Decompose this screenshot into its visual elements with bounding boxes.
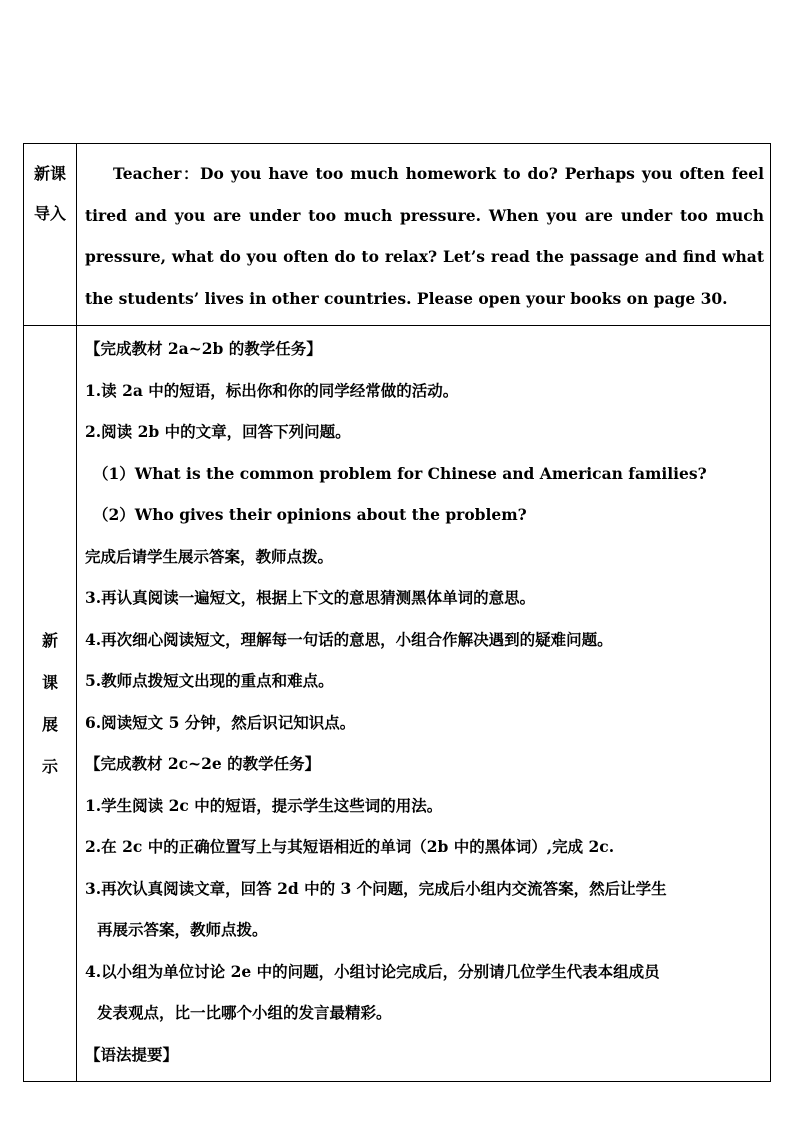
task-item: 6.阅读短文 5 分钟，然后识记知识点。 — [85, 712, 356, 732]
lesson-plan-table — [23, 143, 771, 1082]
task-item: 4.再次细心阅读短文，理解每一句话的意思，小组合作解决遇到的疑难问题。 — [85, 629, 613, 649]
label-line: 新课 — [33, 164, 66, 183]
label-line: 课 — [41, 672, 58, 692]
task-item: 3.再次认真阅读文章，回答 2d 中的 3 个问题，完成后小组内交流答案，然后让学生 — [85, 878, 667, 898]
task-item: 3.再认真阅读一遍短文，根据上下文的意思猜测黑体单词的意思。 — [85, 588, 536, 607]
task-item: 1.读 2a 中的短语，标出你和你的同学经常做的活动。 — [85, 380, 459, 400]
row-label-intro — [24, 144, 77, 326]
label-line: 展 — [41, 714, 58, 734]
task-item: 4.以小组为单位讨论 2e 中的问题，小组讨论完成后，分别请几位学生代表本组成员 — [85, 961, 660, 981]
task-item: 2.在 2c 中的正确位置写上与其短语相近的单词（2b 中的黑体词）,完成 2c. — [85, 837, 615, 856]
label-line: 导入 — [33, 204, 66, 223]
section-heading: 【语法提要】 — [85, 1044, 179, 1064]
section-heading: 【完成教材 2a~2b 的教学任务】 — [85, 339, 322, 358]
table-row — [24, 144, 771, 326]
intro-content — [77, 144, 771, 326]
task-item: 1.学生阅读 2c 中的短语，提示学生这些词的用法。 — [85, 795, 443, 815]
task-item: 5.教师点拨短文出现的重点和难点。 — [85, 671, 334, 690]
task-item: 2.阅读 2b 中的文章，回答下列问题。 — [85, 422, 351, 441]
new-lesson-content — [77, 326, 771, 1082]
label-line: 示 — [41, 756, 58, 776]
task-item-continued: 发表观点，比一比哪个小组的发言最精彩。 — [97, 1003, 392, 1022]
task-item-continued: 再展示答案，教师点拨。 — [97, 920, 268, 939]
table-row — [24, 326, 771, 1082]
task-item: 完成后请学生展示答案，教师点拨。 — [85, 546, 334, 566]
section-heading: 【完成教材 2c~2e 的教学任务】 — [85, 754, 321, 773]
question-item: （2）Who gives their opinions about the problem? — [93, 505, 527, 524]
question-item: （1）What is the common problem for Chinese and American families? — [93, 463, 707, 483]
label-line: 新 — [41, 630, 58, 650]
teacher-intro-paragraph: Teacher：Do you have too much homework to do? Perhaps you often feel tired and you are under too much pressure. When you are under too much pressure, what do you often do to relax? Let’s read the passage and find what the students’ lives in other countries. Please open your books on page 30. — [85, 164, 764, 308]
row-label-new-lesson — [24, 326, 77, 1082]
